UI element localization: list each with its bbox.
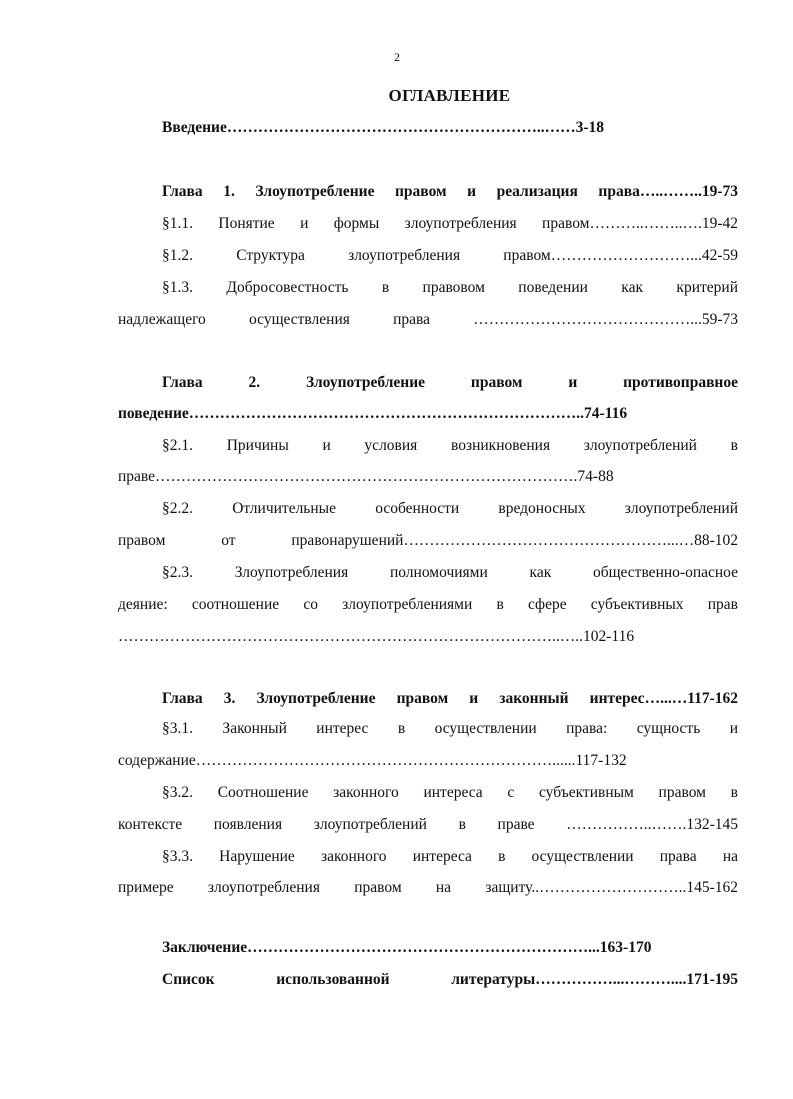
toc-entry-introduction: Введение……………………………………………………..……3-18 bbox=[162, 119, 605, 136]
toc-section-3-2-line2: контексте появления злоупотреблений в праве ……………..…….132-145 bbox=[118, 816, 738, 833]
toc-section-1-1: §1.1. Понятие и формы злоупотребления правом………..……..….19-42 bbox=[162, 215, 738, 232]
toc-entry-bibliography: Список использованной литературы……………...………....171-195 bbox=[162, 971, 738, 988]
toc-section-1-3-line2: надлежащего осуществления права ……………………………………...59-73 bbox=[118, 311, 738, 328]
toc-section-3-3-line1: §3.3. Нарушение законного интереса в осуществлении права на bbox=[162, 848, 738, 865]
toc-chapter-2-heading-line2: поведение…………………………………………………………………..74-116 bbox=[118, 405, 628, 422]
toc-section-2-2-line2: правом от правонарушений……………………………………………...…88-102 bbox=[118, 532, 738, 549]
toc-chapter-1-heading: Глава 1. Злоупотребление правом и реализация права…..……..19-73 bbox=[162, 183, 738, 200]
toc-section-3-1-line1: §3.1. Законный интерес в осуществлении права: сущность и bbox=[162, 720, 738, 737]
toc-section-3-2-line1: §3.2. Соотношение законного интереса с субъективным правом в bbox=[162, 784, 738, 801]
toc-section-2-2-line1: §2.2. Отличительные особенности вредоносных злоупотреблений bbox=[162, 500, 738, 517]
toc-section-3-1-line2: содержание……………………………………………………………......117-132 bbox=[118, 752, 627, 769]
toc-section-1-2: §1.2. Структура злоупотребления правом………………………...42-59 bbox=[162, 247, 738, 264]
toc-title: ОГЛАВЛЕНИЕ bbox=[388, 86, 511, 105]
toc-chapter-2-heading-line1: Глава 2. Злоупотребление правом и противоправное bbox=[162, 374, 738, 391]
toc-section-3-3-line2: примере злоупотребления правом на защиту..………………………..145-162 bbox=[118, 879, 738, 896]
toc-section-2-1-line1: §2.1. Причины и условия возникновения злоупотреблений в bbox=[162, 437, 738, 454]
toc-section-2-3-line3: …………………………………………………………………………..…..102-116 bbox=[118, 628, 635, 645]
page-number: 2 bbox=[394, 50, 400, 64]
toc-section-2-3-line2: деяние: соотношение со злоупотреблениями в сфере субъективных прав bbox=[118, 596, 738, 613]
toc-section-2-1-line2: праве……………………………………………………………………….74-88 bbox=[118, 468, 614, 485]
toc-section-2-3-line1: §2.3. Злоупотребления полномочиями как общественно-опасное bbox=[162, 564, 738, 581]
toc-section-1-3-line1: §1.3. Добросовестность в правовом поведении как критерий bbox=[162, 279, 738, 296]
toc-entry-conclusion: Заключение…………………………………………………………...163-170 bbox=[162, 939, 652, 956]
toc-chapter-3-heading: Глава 3. Злоупотребление правом и законный интерес…...…117-162 bbox=[162, 690, 738, 707]
